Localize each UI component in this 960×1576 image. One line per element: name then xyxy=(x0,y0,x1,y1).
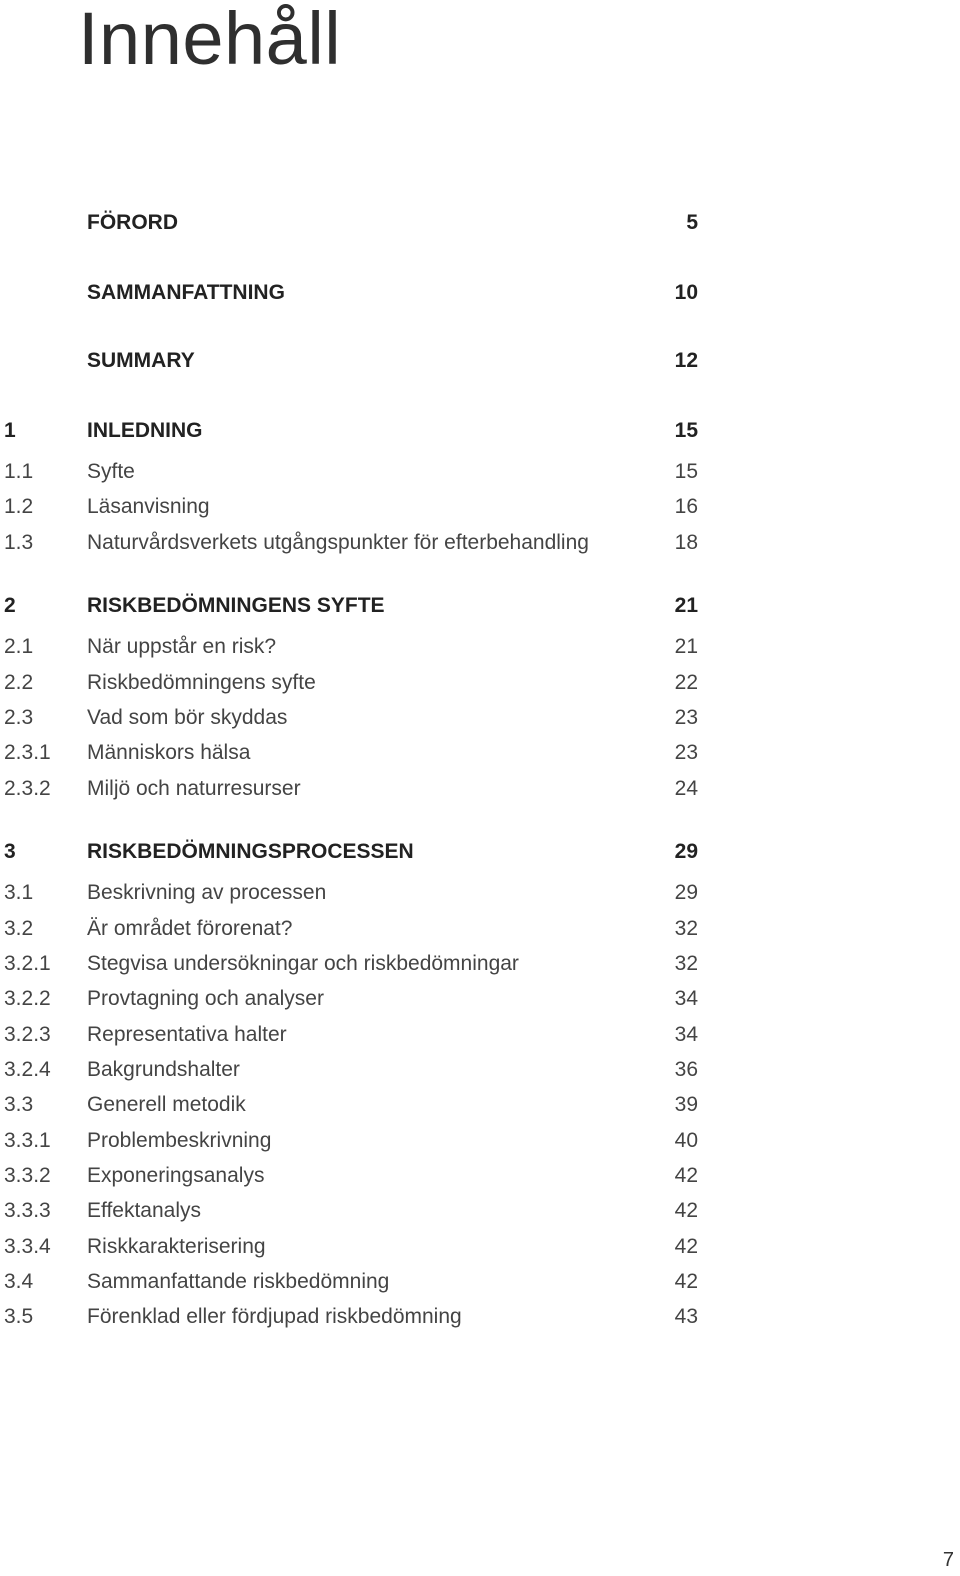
toc-entry-label: Vad som bör skyddas xyxy=(87,706,288,729)
toc-entry[interactable] xyxy=(0,668,700,698)
toc-entry-number: 2.3.2 xyxy=(4,777,51,800)
toc-entry-number: 2.3.1 xyxy=(4,741,51,764)
toc-entry[interactable] xyxy=(0,1126,700,1156)
toc-entry-label: Sammanfattande riskbedömning xyxy=(87,1270,390,1293)
toc-entry-page: 12 xyxy=(674,349,698,372)
toc-entry-label: Riskkarakterisering xyxy=(87,1235,266,1258)
toc-entry-page: 42 xyxy=(674,1199,698,1222)
toc-entry-page: 34 xyxy=(674,1023,698,1046)
toc-entry-number: 1 xyxy=(4,419,16,442)
toc-entry-label: RISKBEDÖMNINGENS SYFTE xyxy=(87,594,385,617)
toc-entry[interactable] xyxy=(0,984,700,1014)
toc-entry-page: 16 xyxy=(674,495,698,518)
toc-entry-number: 1.2 xyxy=(4,495,34,518)
toc-entry-label: Stegvisa undersökningar och riskbedömningar xyxy=(87,952,519,975)
toc-entry-label: RISKBEDÖMNINGSPROCESSEN xyxy=(87,840,414,863)
toc-entry[interactable] xyxy=(0,492,700,522)
toc-entry[interactable] xyxy=(0,837,700,867)
toc-entry-number: 3 xyxy=(4,840,16,863)
toc-entry-page: 21 xyxy=(674,594,698,617)
toc-entry-label: Beskrivning av processen xyxy=(87,881,327,904)
toc-entry-page: 22 xyxy=(674,671,698,694)
toc-entry[interactable] xyxy=(0,1055,700,1085)
toc-entry-number: 3.3 xyxy=(4,1093,34,1116)
toc-entry-label: Effektanalys xyxy=(87,1199,202,1222)
toc-entry-page: 29 xyxy=(674,840,698,863)
toc-entry-label: Är området förorenat? xyxy=(87,917,293,940)
toc-entry-label: Människors hälsa xyxy=(87,741,251,764)
page-title: Innehåll xyxy=(78,0,342,80)
toc-entry-number: 3.5 xyxy=(4,1305,34,1328)
page-number: 7 xyxy=(942,1549,954,1571)
toc-entry-number: 3.2.4 xyxy=(4,1058,51,1081)
toc-entry[interactable] xyxy=(0,278,700,308)
toc-entry-page: 10 xyxy=(674,281,698,304)
toc-entry-label: INLEDNING xyxy=(87,419,203,442)
toc-entry[interactable] xyxy=(0,914,700,944)
toc-entry-label: Generell metodik xyxy=(87,1093,246,1116)
toc-entry[interactable] xyxy=(0,1090,700,1120)
toc-entry-number: 2.1 xyxy=(4,635,34,658)
toc-entry-page: 39 xyxy=(674,1093,698,1116)
toc-entry[interactable] xyxy=(0,416,700,446)
toc-entry-page: 40 xyxy=(674,1129,698,1152)
toc-entry-number: 1.1 xyxy=(4,460,34,483)
toc-entry-label: Representativa halter xyxy=(87,1023,287,1046)
toc-entry-page: 42 xyxy=(674,1164,698,1187)
toc-entry-label: Naturvårdsverkets utgångspunkter för efterbehandling xyxy=(87,531,589,554)
toc-entry-page: 29 xyxy=(674,881,698,904)
toc-entry[interactable] xyxy=(0,632,700,662)
toc-entry-page: 15 xyxy=(674,419,698,442)
toc-entry-number: 2.2 xyxy=(4,671,34,694)
toc-entry-number: 3.2.3 xyxy=(4,1023,51,1046)
toc-entry[interactable] xyxy=(0,738,700,768)
toc-entry-label: Läsanvisning xyxy=(87,495,210,518)
toc-entry-page: 24 xyxy=(674,777,698,800)
toc-entry-label: Bakgrundshalter xyxy=(87,1058,240,1081)
toc-entry-number: 2.3 xyxy=(4,706,34,729)
toc-entry[interactable] xyxy=(0,528,700,558)
toc-entry-page: 23 xyxy=(674,741,698,764)
toc-entry[interactable] xyxy=(0,1196,700,1226)
toc-entry[interactable] xyxy=(0,774,700,804)
toc-entry-label: När uppstår en risk? xyxy=(87,635,277,658)
toc-entry-number: 3.2.1 xyxy=(4,952,51,975)
toc-entry-label: Syfte xyxy=(87,460,135,483)
toc-entry-page: 43 xyxy=(674,1305,698,1328)
toc-entry-page: 23 xyxy=(674,706,698,729)
toc-entry[interactable] xyxy=(0,1267,700,1297)
toc-entry-label: Problembeskrivning xyxy=(87,1129,272,1152)
toc-entry-number: 1.3 xyxy=(4,531,34,554)
toc-entry-page: 42 xyxy=(674,1270,698,1293)
toc-entry-number: 3.3.1 xyxy=(4,1129,51,1152)
toc-entry-number: 3.3.3 xyxy=(4,1199,51,1222)
toc-entry[interactable] xyxy=(0,878,700,908)
toc-entry-page: 36 xyxy=(674,1058,698,1081)
toc-entry-number: 3.3.2 xyxy=(4,1164,51,1187)
toc-entry[interactable] xyxy=(0,1302,700,1332)
toc-entry-label: Exponeringsanalys xyxy=(87,1164,265,1187)
toc-entry-number: 2 xyxy=(4,594,16,617)
toc-entry-number: 3.2 xyxy=(4,917,34,940)
toc-entry-page: 32 xyxy=(674,952,698,975)
toc-entry[interactable] xyxy=(0,346,700,376)
toc-entry-label: Provtagning och analyser xyxy=(87,987,324,1010)
toc-entry-page: 18 xyxy=(674,531,698,554)
toc-entry[interactable] xyxy=(0,949,700,979)
toc-entry-label: Riskbedömningens syfte xyxy=(87,671,316,694)
toc-entry[interactable] xyxy=(0,457,700,487)
toc-entry-number: 3.3.4 xyxy=(4,1235,51,1258)
toc-entry[interactable] xyxy=(0,591,700,621)
toc-entry-label: Miljö och naturresurser xyxy=(87,777,301,800)
toc-entry-page: 5 xyxy=(686,211,698,234)
toc-entry-page: 42 xyxy=(674,1235,698,1258)
toc-entry-label: SAMMANFATTNING xyxy=(87,281,285,304)
toc-entry[interactable] xyxy=(0,1232,700,1262)
toc-entry-page: 15 xyxy=(674,460,698,483)
toc-entry-page: 21 xyxy=(674,635,698,658)
toc-entry-page: 34 xyxy=(674,987,698,1010)
toc-entry[interactable] xyxy=(0,703,700,733)
toc-entry-label: Förenklad eller fördjupad riskbedömning xyxy=(87,1305,462,1328)
toc-entry-number: 3.2.2 xyxy=(4,987,51,1010)
toc-entry[interactable] xyxy=(0,1161,700,1191)
toc-entry-label: FÖRORD xyxy=(87,211,178,234)
toc-entry[interactable] xyxy=(0,208,700,238)
toc-entry-label: SUMMARY xyxy=(87,349,195,372)
toc-entry-page: 32 xyxy=(674,917,698,940)
toc-entry-number: 3.1 xyxy=(4,881,34,904)
toc-entry[interactable] xyxy=(0,1020,700,1050)
toc-entry-number: 3.4 xyxy=(4,1270,34,1293)
